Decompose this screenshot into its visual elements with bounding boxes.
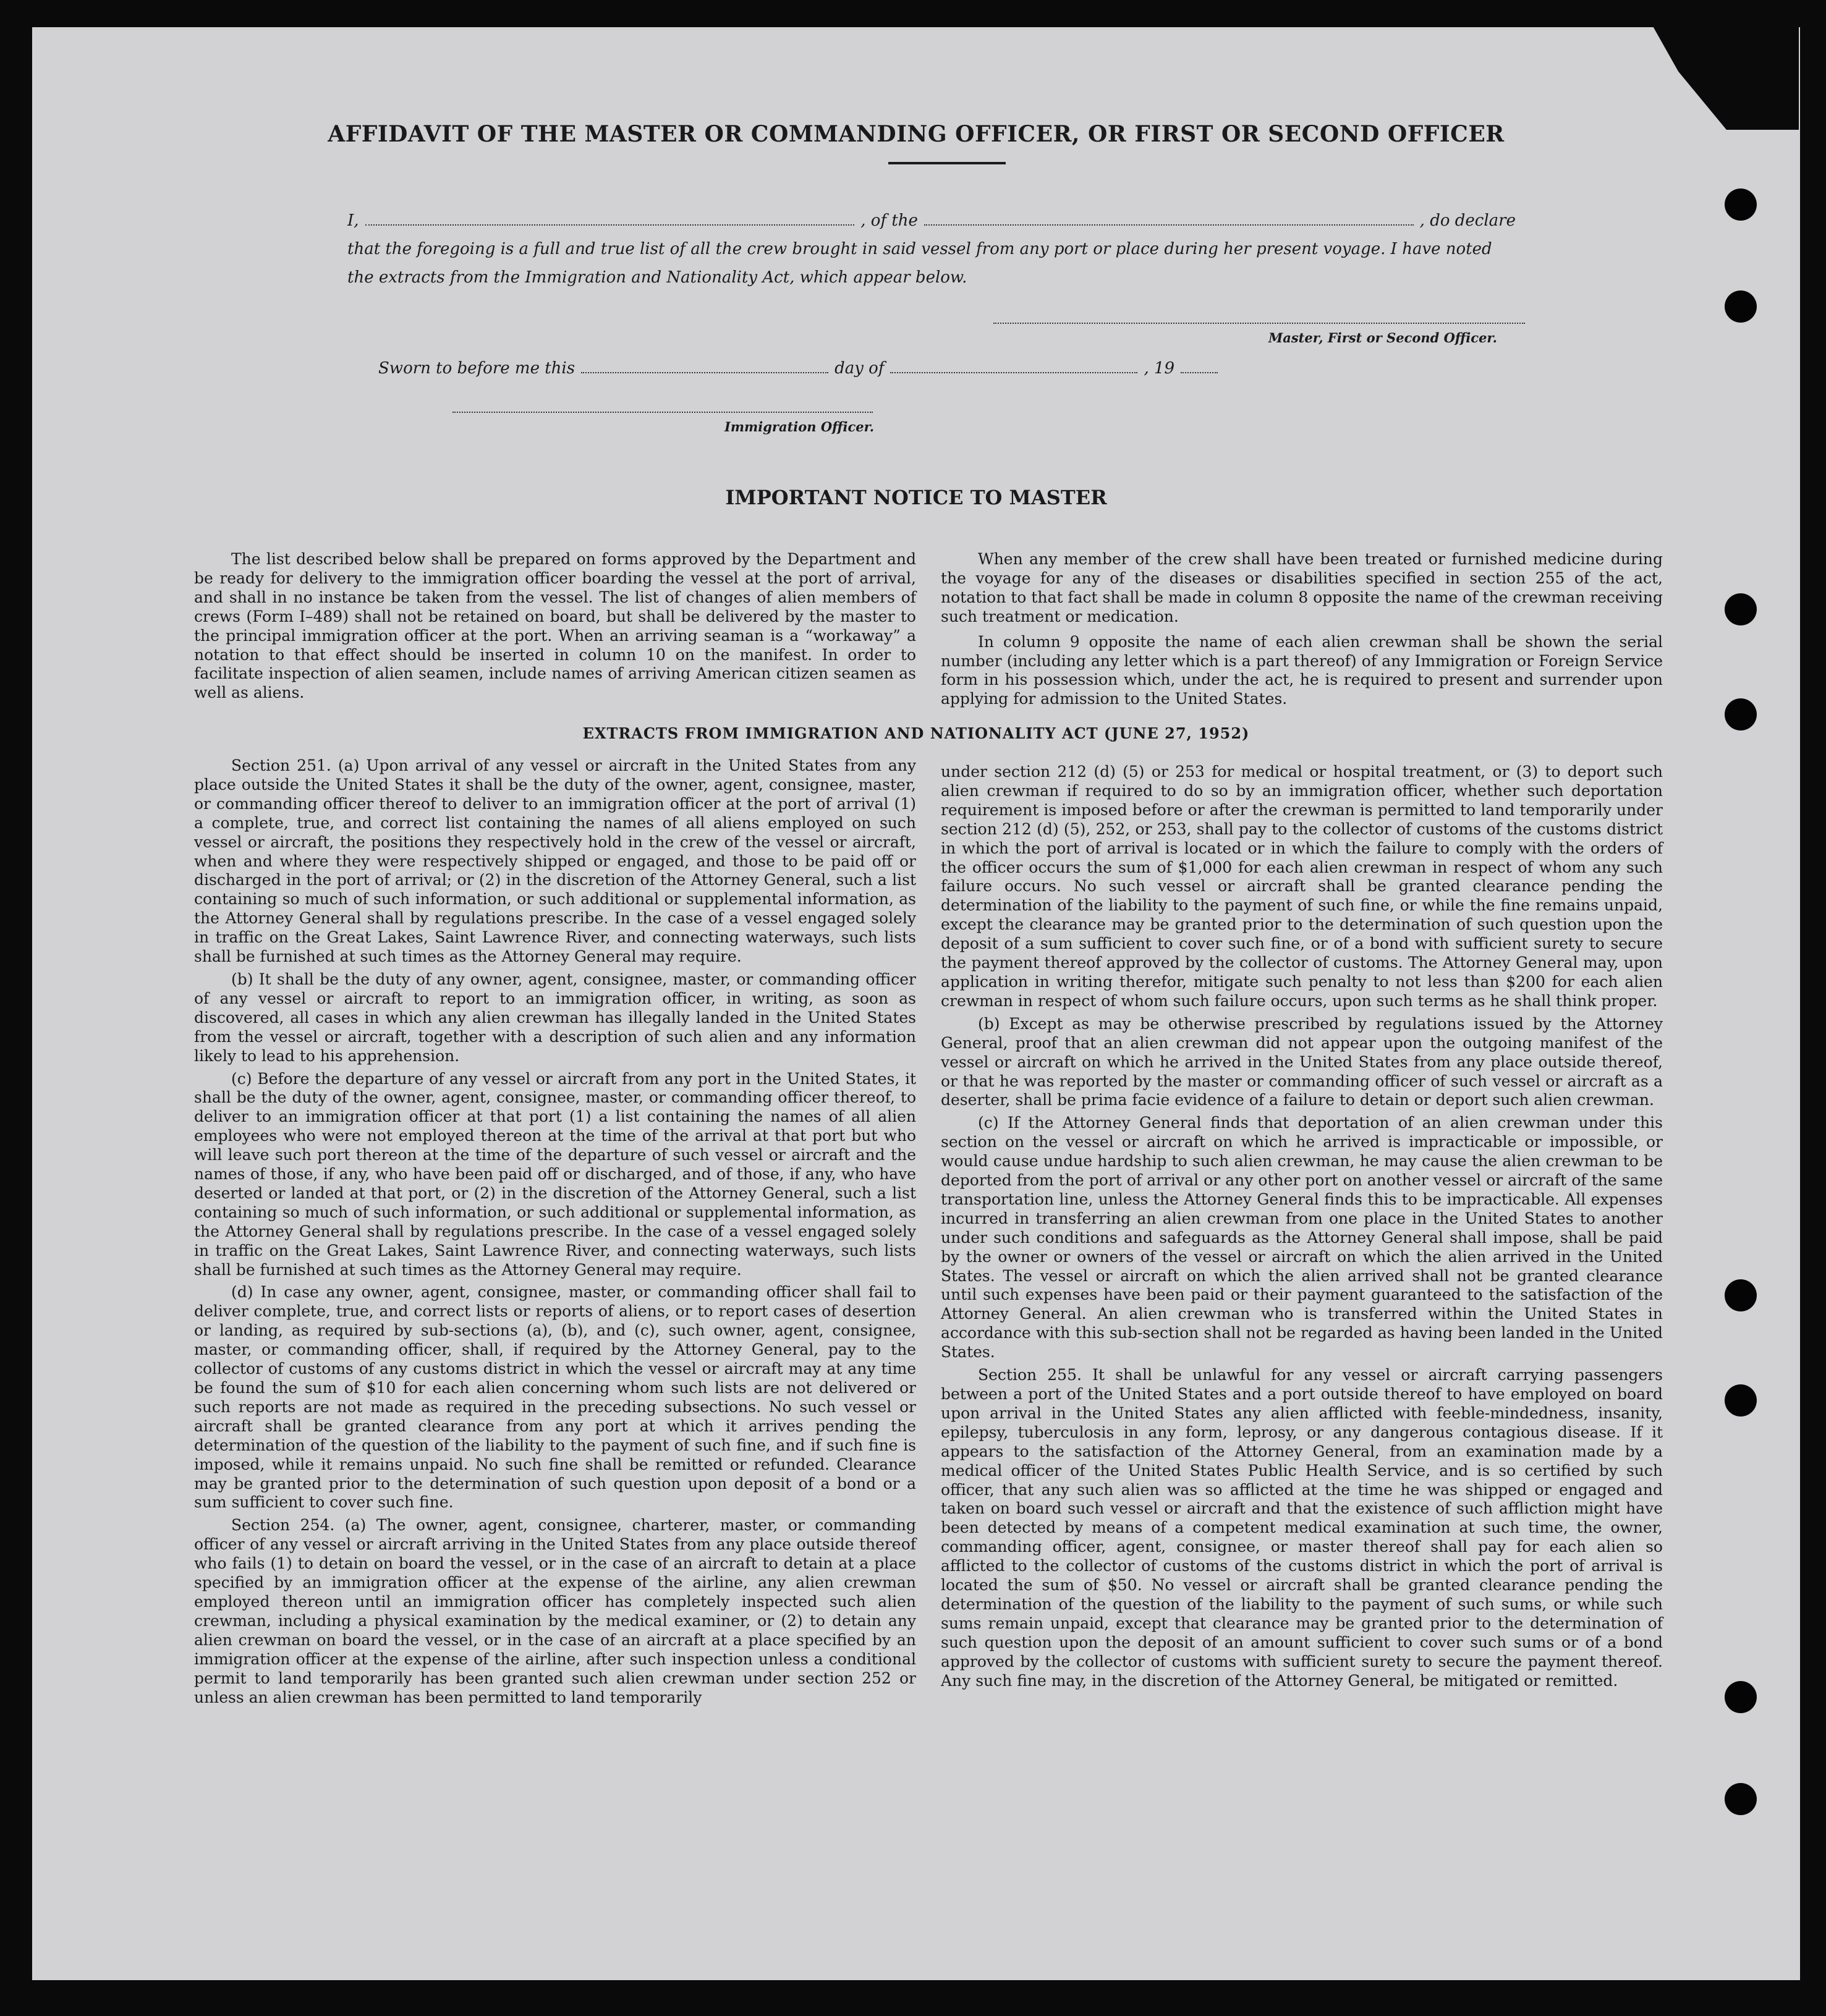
extract-paragraph: under section 212 (d) (5) or 253 for medical or hospital treatment, or (3) to deport such alien crewman if required to do so by an immigration officer, whether such deportation requirement is imposed before or after the crewman is permitted to land temporarily under section 212 (d) (5), 252, or 253, shall pay to the collector of customs of the customs district in which the port of arrival is located or in which the failure to comply with the orders of the officer occurs the sum of $1,000 for each alien crewman in respect of whom any such failure occurs. No such vessel or aircraft shall be granted clearance pending the determination of the liability to the payment of such fine, or while the fine remains unpaid, except the clearance may be granted prior to the determination of such question upon the deposit of a sum sufficient to cover such fine, or of a bond with sufficient surety to secure the payment thereof approved by the collector of customs. The Attorney General may, upon application in writing therefor, mitigate such penalty to not less than $200 for each alien crewman in respect of whom such failure occurs, upon such terms as he shall think proper. <box>941 763 1663 1010</box>
day-of-label: day of <box>834 359 885 378</box>
extract-paragraph: (c) Before the departure of any vessel or aircraft from any port in the United States, it shall be the duty of the owner, agent, consignee, master, or commanding officer thereof, to deliver to an immigration officer at that port (1) a list containing the names of all alien employees who were not employed thereon at the time of the arrival at that port but who will leave such port thereon at the time of the departure of such vessel or aircraft and the names of those, if any, who have been paid off or discharged, and of those, if any, who have deserted or landed at that port, or (2) in the discretion of the Attorney General, such a list containing so much of such information, or such additional or supplemental information, as the Attorney General shall by regulations prescribe. In the case of a vessel engaged solely in traffic on the Great Lakes, Saint Lawrence River, and connecting waterways, such lists shall be furnished at such times as the Attorney General may require. <box>194 1069 916 1279</box>
notice-left-column <box>194 550 916 703</box>
declaration <box>347 206 1516 292</box>
extract-paragraph: Section 251. (a) Upon arrival of any vessel or aircraft in the United States from any place outside the United States it shall be the duty of the owner, agent, consignee, master, or commanding officer thereof to deliver to an immigration officer at the port of arrival (1) a complete, true, and correct list containing the names of all aliens employed on such vessel or aircraft, the positions they respectively hold in the crew of the vessel or aircraft, when and where they were respectively shipped or engaged, and those to be paid off or discharged in the port of arrival; or (2) in the discretion of the Attorney General, such a list containing so much of such information, or such additional or supplemental information, as the Attorney General shall by regulations prescribe. In the case of a vessel engaged solely in traffic on the Great Lakes, Saint Lawrence River, and connecting waterways, such lists shall be furnished at such times as the Attorney General may require. <box>194 756 916 966</box>
master-signature-caption: Master, First or Second Officer. <box>1268 330 1497 345</box>
notice-paragraph: In column 9 opposite the name of each alien crewman shall be shown the serial number (including any letter which is a part thereof) of any Immigration or Foreign Service form in his possession which, under the act, he is required to present and surrender upon applying for admission to the United States. <box>941 632 1663 708</box>
extract-paragraph: (c) If the Attorney General finds that deportation of an alien crewman under this section on the vessel or aircraft on which he arrived is impracticable or impossible, or would cause undue hardship to such alien crewman, he may cause the alien crewman to be deported from the port of arrival or any other port on another vessel or aircraft of the same transportation line, unless the Attorney General finds this to be impracticable. All expenses incurred in transferring an alien crewman from one place in the United States to another under such conditions and safeguards as the Attorney General shall impose, shall be paid by the owner or owners of the vessel or aircraft on which the alien arrived in the United States. The vessel or aircraft on which the alien arrived shall not be granted clearance until such expenses have been paid or their payment guaranteed to the satisfaction of the Attorney General. An alien crewman who is transferred within the United States in accordance with this sub-section shall not be regarded as having been landed in the United States. <box>941 1114 1663 1362</box>
extract-paragraph: Section 255. It shall be unlawful for any vessel or aircraft carrying passengers between a port of the United States and a port outside thereof to have employed on board upon arrival in the United States any alien afflicted with feeble-mindedness, insanity, epilepsy, tuberculosis in any form, leprosy, or any dangerous contagious disease. If it appears to the satisfaction of the Attorney General, from an examination made by a medical officer of the United States Public Health Service, and is so certified by such officer, that any such alien was so afflicted at the time he was shipped or engaged and taken on board such vessel or aircraft and that the existence of such affliction might have been detected by means of a competent medical examination at such time, the owner, commanding officer, agent, consignee, or master thereof shall pay for each alien so afflicted to the collector of customs of the customs district in which the port of arrival is located the sum of $50. No vessel or aircraft shall be granted clearance pending the determination of the question of the liability to the payment of such sums, or while such sums remain unpaid, except that clearance may be granted prior to the determination of such question upon the deposit of an amount sufficient to cover such sums or of a bond approved by the collector of customs with sufficient surety to secure the payment thereof. Any such fine may, in the discretion of the Attorney General, be mitigated or remitted. <box>941 1366 1663 1690</box>
sworn-day-field[interactable] <box>581 357 828 373</box>
immigration-officer-caption: Immigration Officer. <box>724 419 875 434</box>
binder-hole <box>1725 1384 1757 1417</box>
extract-paragraph: Section 254. (a) The owner, agent, consignee, charterer, master, or commanding officer of any vessel or aircraft arriving in the United States from any place outside thereof who fails (1) to detain on board the vessel, or in the case of an aircraft to detain at a place specified by an immigration officer at the expense of the airline, any alien crewman employed thereon until an immigration officer has completely inspected such alien crewman, including a physical examination by the medical examiner, or (2) to detain any alien crewman on board the vessel, or in the case of an aircraft at a place specified by an immigration officer at the expense of the airline, after such inspection unless a conditional permit to land temporarily has been granted such alien crewman under section 252 or unless an alien crewman has been permitted to land temporarily <box>194 1516 916 1706</box>
notice-right-column <box>941 550 1663 709</box>
extracts-right-column <box>941 763 1663 1691</box>
sworn-label: Sworn to before me this <box>378 359 575 378</box>
year-label: , 19 <box>1144 359 1175 378</box>
declaration-statement: that the foregoing is a full and true list of all the crew brought in said vessel from any port or place during her present voyage. I have noted the extracts from the Immigration and Nationality Act, which appear below. <box>347 240 1492 287</box>
name-field[interactable] <box>365 210 855 226</box>
vessel-field[interactable] <box>924 210 1414 226</box>
master-signature-field[interactable] <box>993 323 1525 324</box>
immigration-officer-signature-field[interactable] <box>452 412 873 413</box>
extracts-left-column <box>194 756 916 1707</box>
document-page <box>32 27 1800 1980</box>
notice-paragraph: The list described below shall be prepared on forms approved by the Department and be ready for delivery to the immigration officer boarding the vessel at the port of arrival, and shall in no instance be taken from the vessel. The list of changes of alien members of crews (Form I–489) shall not be retained on board, but shall be delivered by the master to the principal immigration officer at the port. When an arriving seaman is a “workaway” a notation to that effect should be inserted in column 10 on the manifest. In order to facilitate inspection of alien seamen, include names of arriving American citizen seamen as well as aliens. <box>194 550 916 702</box>
binder-hole <box>1725 698 1757 731</box>
binder-hole <box>1725 1783 1757 1815</box>
title-rule <box>888 162 1006 164</box>
binder-hole <box>1725 188 1757 221</box>
binder-hole <box>1725 290 1757 323</box>
binder-hole <box>1725 1279 1757 1311</box>
extract-paragraph: (b) Except as may be otherwise prescribed by regulations issued by the Attorney General, proof that an alien crewman did not appear upon the outgoing manifest of the vessel or aircraft on which he arrived in the United States from any place outside thereof, or that he was reported by the master or commanding officer of such vessel or aircraft as a deserter, shall be prima facie evidence of a failure to detain or deport such alien crewman. <box>941 1014 1663 1109</box>
of-the-label: , of the <box>860 211 918 230</box>
sworn-year-field[interactable] <box>1181 357 1218 373</box>
sworn-month-field[interactable] <box>890 357 1137 373</box>
notice-paragraph: When any member of the crew shall have been treated or furnished medicine during the voyage for any of the diseases or disabilities specified in section 255 of the act, notation to that fact shall be made in column 8 opposite the name of the crewman receiving such treatment or medication. <box>941 550 1663 625</box>
notice-title: IMPORTANT NOTICE TO MASTER <box>725 486 1107 509</box>
i-label: I, <box>347 211 359 230</box>
extracts-title: EXTRACTS FROM IMMIGRATION AND NATIONALITY ACT (JUNE 27, 1952) <box>582 724 1250 742</box>
extract-paragraph: (d) In case any owner, agent, consignee, master, or commanding officer shall fail to deliver complete, true, and correct lists or reports of aliens, or to report cases of desertion or landing, as required by sub-sections (a), (b), and (c), such owner, agent, consignee, master, or commanding officer, shall, if required by the Attorney General, pay to the collector of customs of any customs district in which the vessel or aircraft may at any time be found the sum of $10 for each alien concerning whom such lists are not delivered or such reports are not made as required in the preceding subsections. No such vessel or aircraft shall be granted clearance from any port at which it arrives pending the determination of the question of the liability to the payment of such fine, and if such fine is imposed, while it remains unpaid. No such fine shall be remitted or refunded. Clearance may be granted prior to the determination of such question upon deposit of a bond or a sum sufficient to cover such fine. <box>194 1283 916 1512</box>
affidavit-title: AFFIDAVIT OF THE MASTER OR COMMANDING OFFICER, OR FIRST OR SECOND OFFICER <box>328 121 1505 147</box>
do-declare-label: , do declare <box>1419 211 1516 230</box>
extract-paragraph: (b) It shall be the duty of any owner, agent, consignee, master, or commanding officer of any vessel or aircraft to report to an immigration officer, in writing, as soon as discovered, all cases in which any alien crewman has illegally landed in the United States from the vessel or aircraft, together with a description of such alien and any information likely to lead to his apprehension. <box>194 970 916 1065</box>
binder-hole <box>1725 1681 1757 1713</box>
sworn-line <box>378 357 1244 378</box>
declaration-fill-line <box>347 206 1516 235</box>
binder-hole <box>1725 593 1757 625</box>
